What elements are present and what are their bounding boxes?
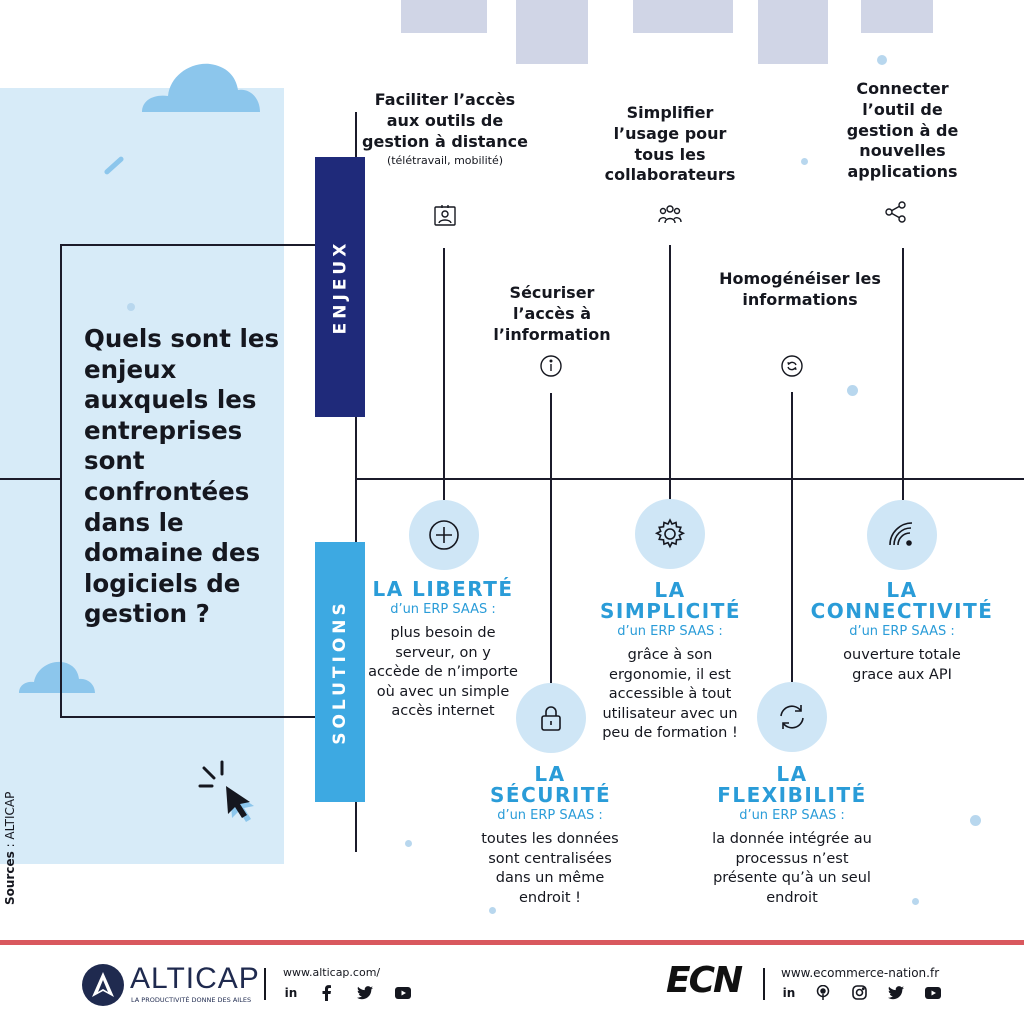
- ecn-url-link[interactable]: www.ecommerce-nation.fr: [781, 966, 940, 980]
- enjeu-title: Connecter l’outil de gestion à de nouvelles applications: [846, 79, 959, 182]
- decor-dot: [970, 815, 981, 826]
- enjeu-subtitle: (télétravail, mobilité): [386, 154, 504, 168]
- enjeu-homogenize: [718, 269, 882, 311]
- linkedin-icon[interactable]: in: [284, 986, 298, 1000]
- solution-subtitle: d’un ERP SAAS :: [849, 624, 955, 639]
- solution-description: toutes les données sont centralisées dans un même endroit !: [481, 831, 619, 906]
- top-decor-block: [861, 0, 933, 33]
- enjeux-band: [315, 157, 365, 417]
- decor-dot: [489, 907, 496, 914]
- solution-securite: [475, 764, 625, 908]
- podcast-icon[interactable]: [816, 985, 830, 1001]
- solution-subtitle: d’un ERP SAAS :: [739, 808, 845, 823]
- refresh-icon: [757, 682, 827, 752]
- enjeu-connect: [830, 79, 975, 183]
- sources-key: Sources: [3, 851, 17, 905]
- enjeu-simplicity: [595, 103, 745, 186]
- youtube-icon[interactable]: [395, 987, 411, 999]
- decor-dot: [405, 840, 412, 847]
- solution-title: LA SIMPLICITÉ: [600, 578, 742, 623]
- facebook-icon[interactable]: [321, 985, 333, 1001]
- user-badge-icon: [432, 203, 458, 229]
- solutions-band-label: SOLUTIONS: [330, 599, 351, 745]
- footer-divider: [0, 940, 1024, 945]
- info-icon: [538, 353, 564, 379]
- enjeux-band-label: ENJEUX: [330, 239, 351, 335]
- alticap-logo-icon: [81, 963, 125, 1007]
- decor-dot: [801, 158, 808, 165]
- plus-circle-icon: [409, 500, 479, 570]
- solution-description: la donnée intégrée au processus n’est présente qu’à un seul endroit: [712, 831, 872, 906]
- alticap-url-link[interactable]: www.alticap.com/: [283, 966, 381, 979]
- solution-liberte: [368, 579, 518, 722]
- sources-label: [3, 792, 17, 905]
- question-text: Quels sont les enjeux auxquels les entreprises sont confrontées dans le domaine des logiciels de gestion ?: [84, 324, 280, 629]
- decor-dot: [877, 55, 887, 65]
- solution-title: LA CONNECTIVITÉ: [810, 578, 994, 623]
- share-icon: [883, 199, 909, 225]
- solution-subtitle: d’un ERP SAAS :: [497, 808, 603, 823]
- gear-icon: [635, 499, 705, 569]
- enjeu-title: Faciliter l’accès aux outils de gestion à distance: [362, 90, 528, 151]
- solution-title: LA FLEXIBILITÉ: [717, 762, 867, 807]
- footer-separator: [264, 968, 266, 1000]
- youtube-icon[interactable]: [925, 987, 941, 999]
- solution-subtitle: d’un ERP SAAS :: [617, 624, 723, 639]
- horizontal-axis-left: [0, 478, 60, 480]
- top-decor-block: [401, 0, 487, 33]
- twitter-icon[interactable]: [357, 986, 373, 1000]
- cursor-click-icon: [198, 760, 262, 822]
- top-decor-block: [516, 0, 588, 64]
- connector-line: [902, 248, 904, 500]
- alticap-name: ALTICAP: [130, 962, 260, 995]
- enjeu-remote-access: [360, 90, 530, 168]
- solution-flexibilite: [712, 764, 872, 908]
- solution-connectivite: [800, 580, 1004, 685]
- top-decor-block: [758, 0, 828, 64]
- connector-line: [550, 393, 552, 683]
- connector-line: [791, 392, 793, 682]
- decor-dot: [847, 385, 858, 396]
- top-decor-block: [633, 0, 733, 33]
- twitter-icon[interactable]: [888, 986, 904, 1000]
- cloud-icon: [140, 58, 262, 114]
- users-icon: [657, 201, 683, 227]
- sync-small-icon: [779, 353, 805, 379]
- enjeu-title: Sécuriser l’accès à l’information: [493, 283, 611, 344]
- solution-description: grâce à son ergonomie, il est accessible à tout utilisateur avec un peu de formation !: [602, 647, 738, 741]
- lock-icon: [516, 683, 586, 753]
- solution-subtitle: d’un ERP SAAS :: [390, 602, 496, 617]
- enjeu-title: Simplifier l’usage pour tous les collaborateurs: [604, 103, 736, 185]
- wifi-icon: [867, 500, 937, 570]
- solutions-band: [315, 542, 365, 802]
- alticap-tagline: LA PRODUCTIVITÉ DONNE DES AILES: [131, 996, 252, 1004]
- linkedin-icon[interactable]: in: [782, 986, 796, 1000]
- solution-title: LA LIBERTÉ: [372, 577, 514, 601]
- connector-line: [669, 245, 671, 500]
- connector-line: [443, 248, 445, 500]
- ecn-logo: ECN: [666, 960, 742, 1001]
- enjeu-title: Homogénéiser les informations: [719, 269, 881, 309]
- solution-description: ouverture totale grace aux API: [843, 647, 961, 683]
- footer-separator: [763, 968, 765, 1000]
- decor-dot: [912, 898, 919, 905]
- sources-value: : ALTICAP: [3, 791, 17, 848]
- horizontal-axis: [355, 478, 1024, 480]
- instagram-icon[interactable]: [852, 985, 867, 1000]
- enjeu-security: [478, 283, 626, 345]
- solution-title: LA SÉCURITÉ: [490, 762, 612, 807]
- solution-description: plus besoin de serveur, on y accède de n’importe où avec un simple accès internet: [368, 625, 518, 719]
- solution-simplicite: [592, 580, 748, 744]
